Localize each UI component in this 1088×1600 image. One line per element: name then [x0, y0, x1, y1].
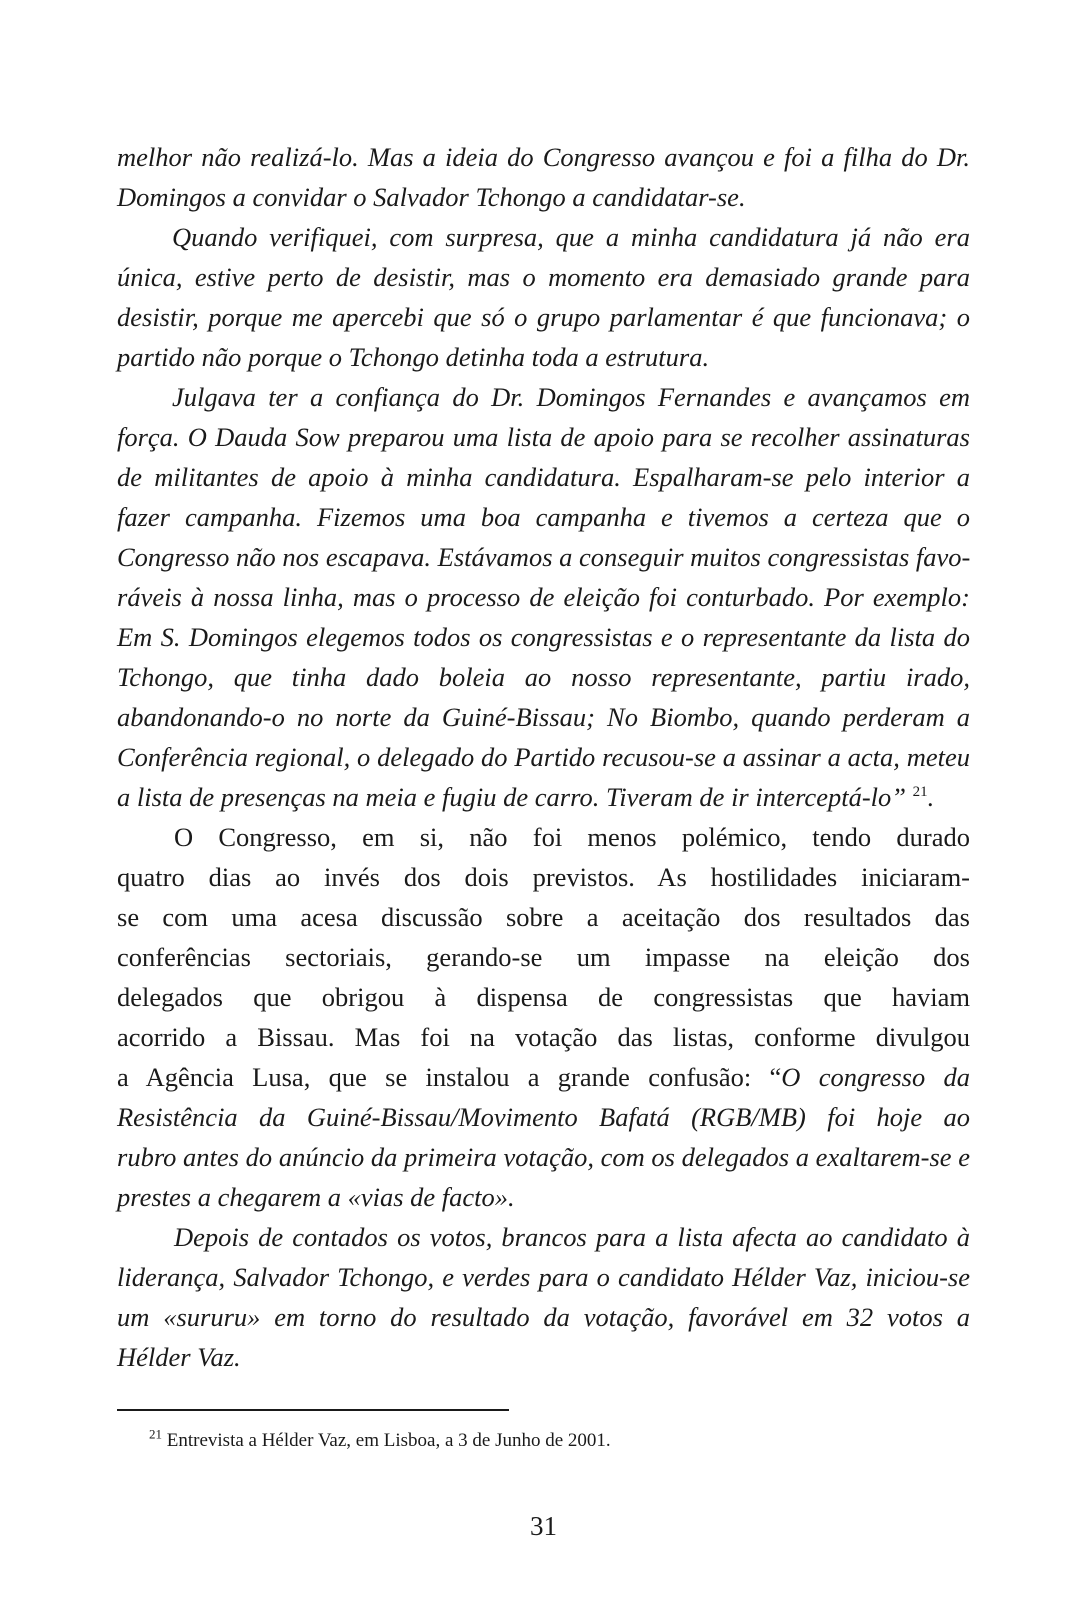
footnote-reference: 21 — [912, 784, 928, 801]
text-line: partido não porque o Tchongo detinha toda a estrutura. — [117, 342, 710, 372]
text-line: desistir, porque me apercebi que só o grupo parlamentar é que funcionava; o — [117, 302, 970, 332]
text-line: Hélder Vaz. — [117, 1342, 241, 1372]
footnote-text: Entrevista a Hélder Vaz, em Lisboa, a 3 de Junho de 2001. — [166, 1430, 611, 1451]
text-line: fazer campanha. Fizemos uma boa campanha e tivemos a certeza que o — [117, 502, 970, 532]
text-line: O Congresso, em si, não foi menos polémico, tendo durado — [174, 822, 970, 852]
text-line: quatro dias ao invés dos dois previstos. As hostilidades iniciaram- — [117, 862, 970, 892]
text-line: conferências sectoriais, gerando-se um impasse na eleição dos — [117, 942, 970, 972]
text-line: Congresso não nos escapava. Estávamos a conseguir muitos congressistas favo- — [117, 542, 971, 572]
page-number: 31 — [530, 1511, 557, 1541]
text-line: melhor não realizá-lo. Mas a ideia do Congresso avançou e foi a filha do Dr. — [117, 142, 970, 172]
footnote-number: 21 — [149, 1426, 162, 1442]
page-content — [117, 0, 970, 1600]
text-line: de militantes de apoio à minha candidatura. Espalharam-se pelo interior a — [117, 462, 970, 492]
text-line-mixed — [117, 1058, 970, 1096]
text-line: Domingos a convidar o Salvador Tchongo a candidatar-se. — [117, 182, 746, 212]
text-line: Em S. Domingos elegemos todos os congressistas e o representante da lista do — [117, 622, 970, 652]
text-line: Julgava ter a confiança do Dr. Domingos Fernandes e avançamos em — [172, 382, 970, 412]
text-line: um «sururu» em torno do resultado da votação, favorável em 32 votos a — [117, 1302, 970, 1332]
text-line: liderança, Salvador Tchongo, e verdes para o candidato Hélder Vaz, iniciou-se — [117, 1262, 970, 1292]
text-line: abandonando-o no norte da Guiné-Bissau; No Biombo, quando perderam a — [117, 702, 970, 732]
text-line: força. O Dauda Sow preparou uma lista de apoio para se recolher assinaturas — [117, 422, 970, 452]
text-line: ráveis à nossa linha, mas o processo de eleição foi conturbado. Por exemplo: — [117, 582, 970, 612]
text-line: Tchongo, que tinha dado boleia ao nosso representante, partiu irado, — [117, 662, 970, 692]
text-line: delegados que obrigou à dispensa de congressistas que haviam — [117, 982, 970, 1012]
text-line: rubro antes do anúncio da primeira votação, com os delegados a exaltarem-se e — [117, 1142, 970, 1172]
text-line: única, estive perto de desistir, mas o momento era demasiado grande para — [117, 262, 970, 292]
text-line: prestes a chegarem a «vias de facto». — [117, 1182, 515, 1212]
text-line: Resistência da Guiné-Bissau/Movimento Bafatá (RGB/MB) foi hoje ao — [117, 1102, 970, 1132]
text-line: Conferência regional, o delegado do Partido recusou-se a assinar a acta, meteu — [117, 742, 970, 772]
text-line: Quando verifiquei, com surpresa, que a minha candidatura já não era — [172, 222, 970, 252]
footnote — [149, 1428, 611, 1454]
text-line: se com uma acesa discussão sobre a aceitação dos resultados das — [117, 902, 970, 932]
text-line-with-footnote: a lista de presenças na meia e fugiu de carro. Tiveram de ir interceptá-lo” $^{21}$. — [117, 782, 935, 812]
text-line: acorrido a Bissau. Mas foi na votação das listas, conforme divulgou — [117, 1022, 970, 1052]
quote-start: O congresso da — [781, 1062, 970, 1092]
footnote-divider — [117, 1409, 509, 1411]
text-line: a lista de presenças na meia e fugiu de carro. Tiveram de ir interceptá-lo” — [117, 782, 906, 812]
text-line: a Agência Lusa, que se instalou a grande confusão: “ — [117, 1062, 782, 1092]
text-line: Depois de contados os votos, brancos para a lista afecta ao candidato à — [174, 1222, 970, 1252]
